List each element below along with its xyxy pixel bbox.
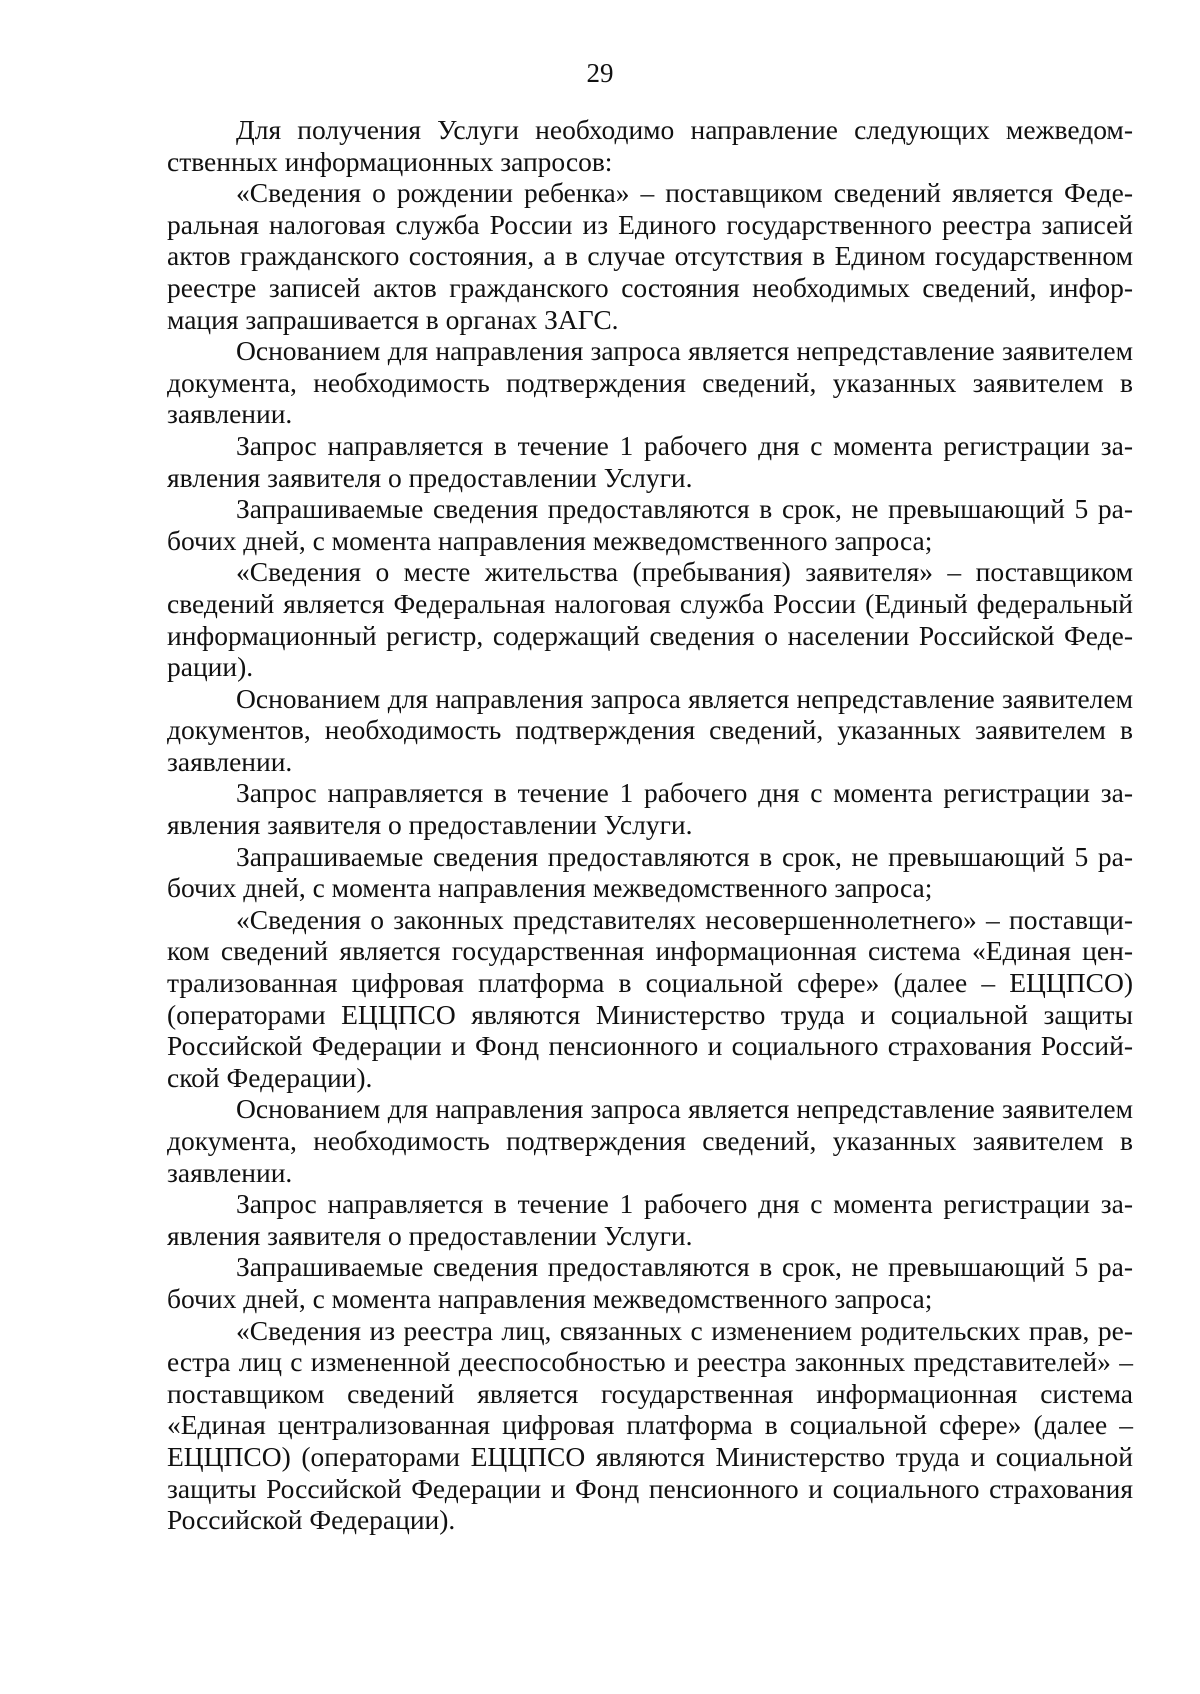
paragraph-request-basis: Основанием для направления запроса является непредставление заявителем документа, необходимость подтверждения сведений, указанных заявителем в заявлении.: [167, 1093, 1133, 1188]
paragraph-residence-info: «Сведения о месте жительства (пребывания) заявителя» – поставщиком сведений является Федеральная налоговая служба России (Единый федеральный информационный регистр, содержащий сведения о населении Российской Федерации).: [167, 556, 1133, 683]
paragraph-request-basis: Основанием для направления запроса является непредставление заявителем документа, необходимость подтверждения сведений, указанных заявителем в заявлении.: [167, 335, 1133, 430]
paragraph-request-timing: Запрос направляется в течение 1 рабочего дня с момента регистрации заявления заявителя о предоставлении Услуги.: [167, 777, 1133, 841]
paragraph-response-timing: Запрашиваемые сведения предоставляются в срок, не превышающий 5 рабочих дней, с момента направления межведомственного запроса;: [167, 840, 1133, 904]
paragraph-request-timing: Запрос направляется в течение 1 рабочего дня с момента регистрации заявления заявителя о предоставлении Услуги.: [167, 429, 1133, 493]
paragraph-response-timing: Запрашиваемые сведения предоставляются в срок, не превышающий 5 рабочих дней, с момента направления межведомственного запроса;: [167, 493, 1133, 556]
paragraph-intro: Для получения Услуги необходимо направление следующих межведомственных информационных запросов:: [167, 114, 1133, 177]
document-body: [167, 114, 1133, 1536]
paragraph-guardians-info: «Сведения о законных представителях несовершеннолетнего» – поставщиком сведений является государственная информационная система «Единая централизованная цифровая платформа в социальной сфере» (далее – ЕЦЦПСО) (операторами ЕЦЦПСО являются Министерство труда и социальной защиты Российской Федерации и Фонд пенсионного и социального страхования Российской Федерации).: [167, 903, 1133, 1093]
paragraph-request-basis: Основанием для направления запроса является непредставление заявителем документов, необходимость подтверждения сведений, указанных заявителем в заявлении.: [167, 682, 1133, 777]
paragraph-registry-info: «Сведения из реестра лиц, связанных с изменением родительских прав, реестра лиц с измененной дееспособностью и реестра законных представителей» – поставщиком сведений является государственная информационная система «Единая централизованная цифровая платформа в социальной сфере» (далее – ЕЦЦПСО) (операторами ЕЦЦПСО являются Министерство труда и социальной защиты Российской Федерации и Фонд пенсионного и социального страхования Российской Федерации).: [167, 1314, 1133, 1536]
paragraph-response-timing: Запрашиваемые сведения предоставляются в срок, не превышающий 5 рабочих дней, с момента направления межведомственного запроса;: [167, 1251, 1133, 1314]
page-number: 29: [586, 58, 614, 88]
paragraph-birth-info: «Сведения о рождении ребенка» – поставщиком сведений является Федеральная налоговая служба России из Единого государственного реестра записей актов гражданского состояния, а в случае отсутствия в Едином государственном реестре записей актов гражданского состояния необходимых сведений, информация запрашивается в органах ЗАГС.: [167, 177, 1133, 335]
paragraph-request-timing: Запрос направляется в течение 1 рабочего дня с момента регистрации заявления заявителя о предоставлении Услуги.: [167, 1188, 1133, 1251]
